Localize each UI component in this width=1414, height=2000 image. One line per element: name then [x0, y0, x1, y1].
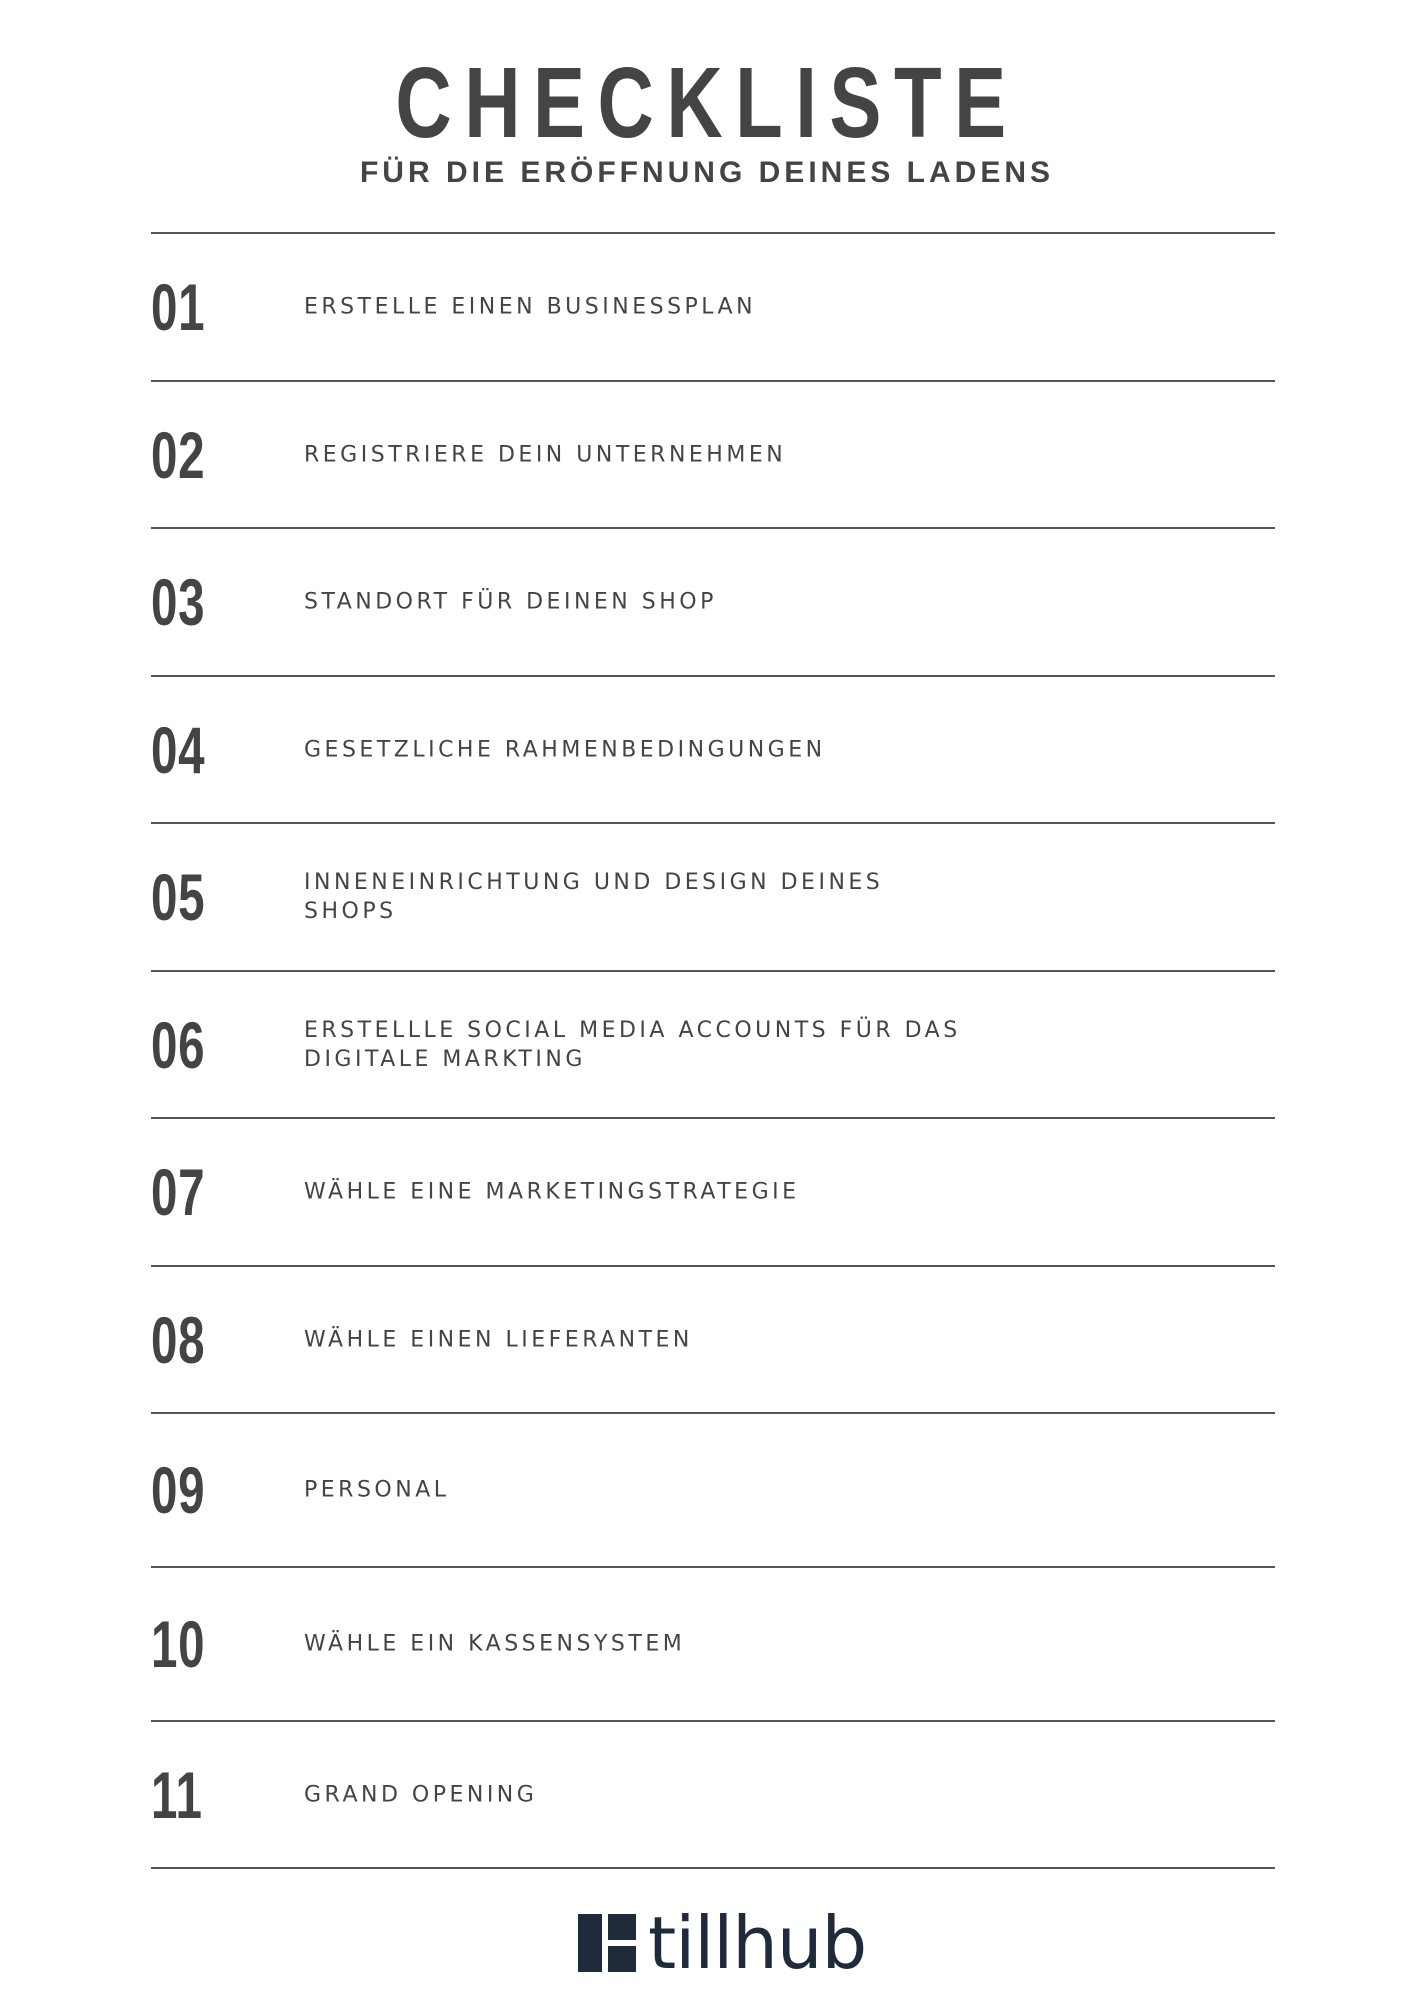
item-label: PERSONAL: [304, 1477, 450, 1503]
item-number: 05: [151, 860, 206, 934]
item-label: GRAND OPENING: [304, 1782, 538, 1807]
item-number: 08: [151, 1302, 206, 1377]
item-label: WÄHLE EINE MARKETINGSTRATEGIE: [304, 1179, 800, 1205]
item-number: 02: [151, 417, 206, 492]
checklist-item-04: [151, 677, 1275, 824]
checklist-item-03: [151, 529, 1275, 677]
item-number: 01: [151, 270, 206, 344]
checklist-item-01: [151, 234, 1275, 382]
page-subtitle: FÜR DIE ERÖFFNUNG DEINES LADENS: [359, 156, 1055, 189]
item-label: REGISTRIERE DEIN UNTERNEHMEN: [304, 442, 787, 467]
checklist: [151, 232, 1275, 1869]
tillhub-logo-text: tillhub: [648, 1901, 867, 1985]
checklist-item-06: [151, 972, 1275, 1119]
item-label: INNENEINRICHTUNG UND DESIGN DEINES SHOPS: [304, 870, 884, 924]
tillhub-logo: [578, 1901, 867, 1985]
item-label: ERSTELLLE SOCIAL MEDIA ACCOUNTS FÜR DAS DIGITALE MARKTING: [304, 1017, 961, 1072]
item-number: 09: [151, 1453, 206, 1527]
page-title: CHECKLISTE: [395, 47, 1019, 159]
item-label: WÄHLE EINEN LIEFERANTEN: [304, 1327, 693, 1352]
item-number: 10: [151, 1607, 206, 1681]
item-number: 07: [151, 1155, 206, 1229]
item-number: 03: [151, 565, 206, 639]
checklist-item-10: [151, 1568, 1275, 1722]
checklist-item-07: [151, 1119, 1275, 1267]
item-number: 04: [151, 712, 206, 787]
item-label: ERSTELLE EINEN BUSINESSPLAN: [304, 294, 757, 320]
checklist-item-08: [151, 1267, 1275, 1414]
item-label: STANDORT FÜR DEINEN SHOP: [304, 589, 717, 615]
checklist-item-02: [151, 382, 1275, 529]
checklist-item-09: [151, 1414, 1275, 1568]
item-label: WÄHLE EIN KASSENSYSTEM: [304, 1631, 686, 1657]
item-label: GESETZLICHE RAHMENBEDINGUNGEN: [304, 737, 826, 762]
checklist-item-11: [151, 1722, 1275, 1869]
tillhub-logo-icon: [578, 1914, 636, 1972]
item-number: 06: [151, 1007, 206, 1082]
checklist-item-05: [151, 824, 1275, 972]
item-number: 11: [151, 1757, 203, 1832]
